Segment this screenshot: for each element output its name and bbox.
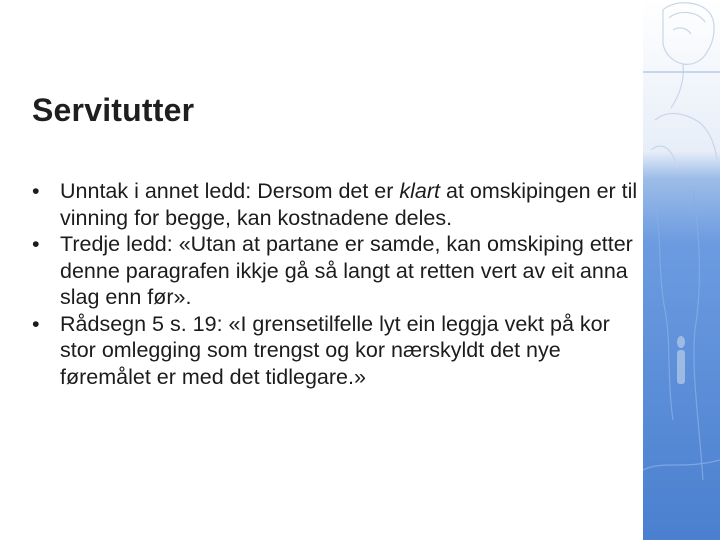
bullet-item-3 bbox=[32, 311, 642, 391]
bullet-item-1 bbox=[32, 178, 642, 231]
slide-title: Servitutter bbox=[32, 92, 195, 128]
statue-illustration-icon bbox=[643, 0, 720, 540]
bullet-item-2 bbox=[32, 231, 642, 311]
bullet-marker: • bbox=[32, 179, 40, 203]
bullet-marker: • bbox=[32, 311, 40, 336]
bullet-marker: • bbox=[32, 232, 40, 256]
decorative-side-panel bbox=[643, 0, 720, 540]
bullet-text bbox=[60, 179, 637, 230]
bullet-text-part: at omskipingen er til vinning for begge, kan kostnadene deles. bbox=[60, 179, 638, 230]
bullet-text-part: Unntak i annet ledd: Dersom det er bbox=[60, 179, 400, 203]
bullet-list bbox=[32, 178, 642, 390]
bullet-text: Rådsegn 5 s. 19: «I grensetilfelle lyt ein leggja vekt på kor stor omlegging som trengst og kor nærskyldt det nye føremålet er med det tidlegare.» bbox=[60, 311, 610, 389]
bullet-text: Tredje ledd: «Utan at partane er samde, kan omskiping etter denne paragrafen ikkje gå så langt at retten vert av eit anna slag enn før». bbox=[60, 232, 633, 309]
emphasis-word: klart bbox=[399, 179, 441, 203]
